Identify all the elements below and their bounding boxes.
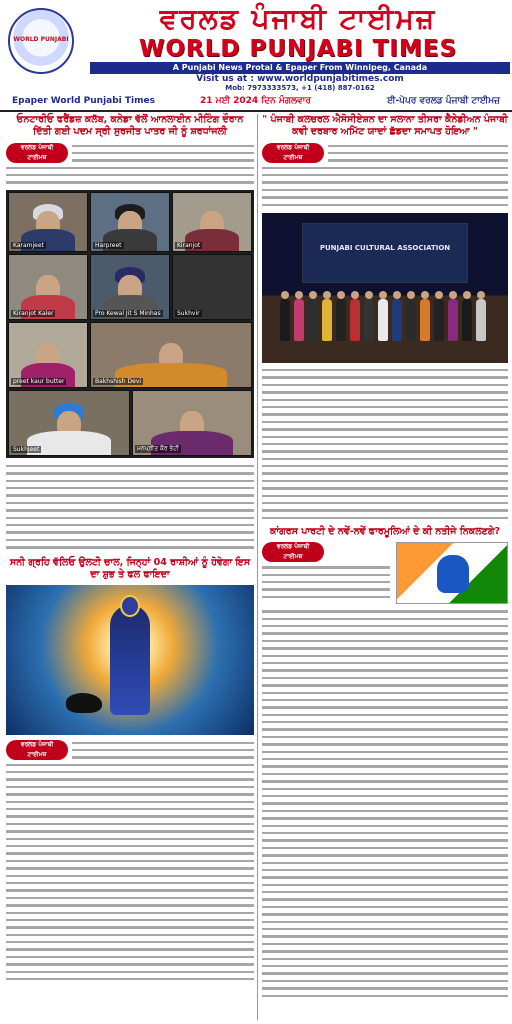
visit-link[interactable]: Visit us at : www.worldpunjabitimes.com [196,74,404,84]
byline [6,142,254,164]
video-tile [132,390,252,456]
right-column [262,114,508,1020]
article-text [6,164,254,186]
congress-image [396,542,508,604]
participant-name: Sukhjeet [13,446,40,454]
badge-line-2: ਟਾਈਮਜ਼ [27,154,47,162]
video-tile [90,254,170,320]
title-punjabi: ਵਰਲਡ ਪੰਜਾਬੀ ਟਾਈਮਜ਼ [159,2,437,35]
participant-name: ਮਨਪ੍ਰੀਤ ਕੌਰ ਭੱਟੀ [137,445,179,453]
article-headline-ontario[interactable]: ਓਨਟਾਰੀਓ ਫਰੈਂਡਜ਼ ਕਲੱਬ, ਕਨੇਡਾ ਵੱਲੋਂ ਆਨਲਾਈਨ ਮੀਟਿੰਗ ਦੌਰਾਨ ਦਿੱਤੀ ਗਈ ਪਦਮ ਸ੍ਰੀ ਸੁਰਜੀਤ ਪਾਤਰ ਜੀ ਨੂੰ ਸ਼ਰਧਾਂਜਲੀ [16,114,244,137]
video-tile [8,254,88,320]
stage-screen [302,223,468,283]
congress-intro [262,542,508,604]
participant-name: Sukhvir [177,310,200,318]
dateline [0,96,512,110]
stage-group-photo [262,213,508,363]
mobile-numbers: Mob: 7973333573, +1 (418) 887-0162 [225,84,375,92]
badge-line-2: ਟਾਈਮਜ਼ [283,154,303,162]
article-text [262,608,508,1000]
video-tile [8,322,88,388]
article-headline-shani[interactable]: ਸਨੀ ਗ੍ਰਹਿ ਵੱਲਿਓ ਉਲਟੀ ਚਾਲ, ਜਿਨ੍ਹਾਂ 04 ਰਾਸ਼ੀਆਂ ਨੂੰ ਹੋਵੇਗਾ ਇਸ ਦਾ ਸ਼ੁਭ ਤੇ ਫਲ ਫਾਇਦਾ [9,557,251,581]
wpt-badge [6,740,68,760]
badge-line-2: ਟਾਈਮਜ਼ [283,552,303,560]
video-tile [90,192,170,252]
participant-name: Karamjeet [13,242,44,250]
video-tile [90,322,252,388]
dateline-left: Epaper World Punjabi Times [12,96,155,106]
dateline-date: 21 ਮਈ 2024 ਦਿਨ ਮੰਗਲਵਾਰ [200,96,311,106]
participant-name: Bakhshish Devi [95,378,142,386]
video-meeting-grid [6,190,254,458]
title-english: WORLD PUNJABI TIMES [138,36,458,62]
shani-dev-image [6,585,254,735]
column-divider [257,114,258,1020]
article-text [72,142,254,164]
participant-name: preet kaur butter [13,378,65,386]
badge-line-1: ਵਰਲਡ ਪੰਜਾਬੀ [20,741,54,749]
badge-line-1: ਵਰਲਡ ਪੰਜਾਬੀ [20,144,54,152]
byline-block [262,542,390,604]
left-column [6,114,254,1020]
video-tile [172,192,252,252]
wpt-badge [6,143,68,163]
header-rule [0,110,512,112]
video-tile [8,390,130,456]
participant-name: Pro Kewal Jit S Minhas [95,310,161,318]
video-tile [172,254,252,320]
article-text [328,142,508,164]
article-text [262,564,390,601]
article-headline-kavi-darbar[interactable]: " ਪੰਜਾਬੀ ਕਲਚਰਲ ਐਸੋਸੀਏਸ਼ਨ ਦਾ ਸਲਾਨਾ ਤੀਸਰਾ ਕੈਨੇਡੀਅਨ ਪੰਜਾਬੀ ਕਵੀ ਦਰਬਾਰ ਅਮਿੱਟ ਯਾਦਾਂ ਛੱਡਦਾ ਸਮਾਪਤ ਹੋਇਆ " [262,114,508,137]
logo [8,8,74,74]
byline [6,739,254,761]
participant-name: Harpreet [95,242,122,250]
article-headline-congress[interactable]: ਕਾਂਗਰਸ ਪਾਰਟੀ ਦੇ ਨਵੇਂ-ਨਵੇਂ ਫਾਰਮੂਲਿਆਂ ਦੇ ਕੀ ਨਤੀਜੇ ਨਿਕਲਣਗੇ? [270,525,500,537]
video-tile [8,192,88,252]
article-text [262,164,508,208]
crow-icon [66,693,102,713]
badge-line-1: ਵਰਲਡ ਪੰਜਾਬੀ [276,144,310,152]
masthead [0,0,512,90]
badge-line-1: ਵਰਲਡ ਪੰਜਾਬੀ [276,542,310,550]
participant-name: Kiranjot [177,242,201,250]
stage-screen-text: PUNJABI CULTURAL ASSOCIATION [319,243,451,252]
wpt-badge [262,143,324,163]
badge-line-2: ਟਾਈਮਜ਼ [27,751,47,759]
tagline: A Punjabi News Protal & Epaper From Winnipeg, Canada [90,62,510,74]
wpt-badge [262,542,324,562]
article-text [6,761,254,983]
article-text [262,367,508,522]
byline [262,142,508,164]
article-text [6,462,254,551]
hand-icon [437,555,469,593]
logo-text: WORLD PUNJABI [13,36,69,43]
participant-name: Kiranjot Kaler [13,310,54,318]
article-text [72,739,254,761]
dateline-right: ਈ-ਪੇਪਰ ਵਰਲਡ ਪੰਜਾਬੀ ਟਾਈਮਜ਼ [387,96,500,106]
